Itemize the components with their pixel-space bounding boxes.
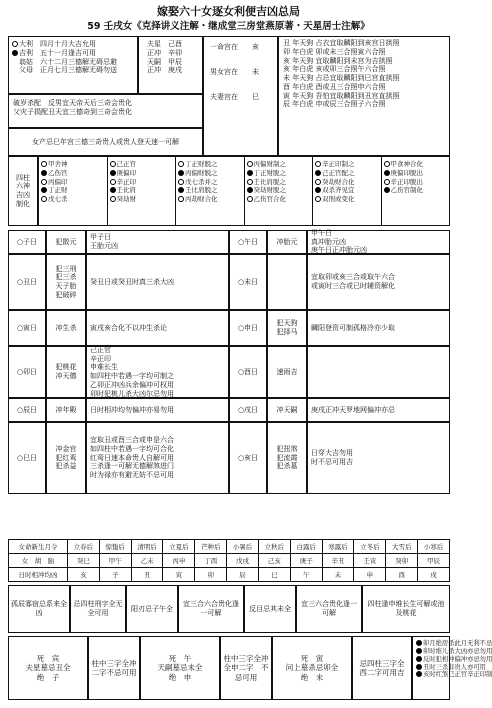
month-cell: 申 [354, 568, 386, 582]
month-cell: 卯 [195, 568, 227, 582]
circle-icon [416, 664, 422, 670]
month-cell: 午 [290, 568, 322, 582]
circle-icon [416, 640, 422, 646]
month-cell: 未 [322, 568, 354, 582]
tiangou-row: 辰 年白虎 申或辰三合照子六合照 [283, 100, 386, 109]
rule-box [8, 585, 70, 633]
bottom-box [140, 636, 220, 700]
month-cell: 癸卯 [386, 554, 418, 568]
hour-name [8, 230, 46, 254]
broken-block [8, 94, 203, 128]
bottom-text: 死 寅 问上墓杀忌卯全 绝 未 [285, 653, 339, 682]
husband-star-block [138, 36, 203, 94]
page-title: 嫁娶六十女逐女利便吉凶总局 [157, 5, 300, 18]
husband-row: 天嗣 甲辰 [147, 57, 182, 66]
pillar-item-text: 双刑或变化 [322, 195, 355, 204]
pillar-item [247, 186, 311, 195]
bottom-text: 忌四柱三字全 西二字可用吉 [359, 658, 412, 677]
broken-line: 破岁杀配 反男宜天帝天后三奇会贵化 [13, 99, 132, 107]
hour-note [267, 422, 307, 494]
circle-icon [315, 179, 321, 185]
hour-note-text: 冲金官 犯红鸾 犯杀益 [55, 444, 77, 471]
month-table [8, 539, 450, 582]
month-cell: 立春后 [68, 540, 100, 554]
final-note-text: 反时犯相冲偏冲亦忌勿用 [423, 655, 492, 663]
hour-note [267, 398, 307, 422]
pillar-item-text: 甲舍神 [48, 160, 68, 168]
hour-note [46, 254, 86, 310]
circle-icon [247, 196, 253, 202]
rule-box [178, 585, 244, 633]
hour-note [267, 230, 307, 254]
bottom-note-text: 女产忌巳年宫三德三奇贵人或贵人登天速一可解 [32, 137, 179, 146]
pillar-item-text: 乙伤官 [48, 168, 68, 177]
palace-row: 夫妻宫在 巳 [210, 93, 259, 101]
hour-name-text: ○午日 [237, 237, 259, 246]
circle-icon [110, 196, 116, 202]
rule-text: 反目忌其未全 [249, 604, 291, 613]
month-cell: 癸巳 [68, 554, 100, 568]
month-cell: 立冬后 [354, 540, 386, 554]
hour-note [46, 346, 86, 398]
hour-desc [86, 310, 229, 346]
month-row [9, 554, 450, 568]
pillar-item [315, 160, 379, 169]
rule-text: 孤辰寡宿总系来全凶 [11, 600, 67, 617]
palace-row: 男女宫在 未 [210, 68, 259, 76]
pillar-item [41, 195, 105, 204]
hour-desc-text: 甲子日 王胎元凶 [90, 233, 118, 250]
pillar-item-text: 丙偏印 [48, 177, 68, 186]
pillar-item-text: 乙伤官合化 [253, 195, 286, 204]
rule-text: 宜三六合贵化逢一可解 [301, 600, 357, 617]
month-cell: 亥 [68, 568, 100, 582]
hour-desc-text: 麟阳登资可制孤格冷亦少取 [311, 323, 395, 332]
circle-icon [110, 161, 116, 167]
hour-note-text: 犯天狗 犯择马 [276, 319, 298, 336]
four-pillars-grid [38, 156, 450, 226]
hour-desc [86, 398, 229, 422]
month-cell: 酉 [386, 568, 418, 582]
month-cell: 立夏后 [163, 540, 195, 554]
rule-text: 阳刃忌子午全 [131, 604, 173, 613]
pillar-item [178, 160, 242, 169]
pillar-item [315, 178, 379, 187]
circle-icon [384, 187, 390, 193]
pillar-item-text: 丁正财脱之 [253, 168, 286, 177]
pillar-item-text: 乙伤官制化 [390, 186, 423, 195]
four-pillars-label-text: 四柱六神吉凶制化 [16, 173, 30, 208]
pillar-item-text: 丁正财脱之 [185, 160, 218, 168]
tiangou-row: 亥 年白虎 亥或卯三合照午六合照 [283, 65, 386, 74]
page-subtitle: 59 壬戌女《克择讲义注解・继成堂三房堂燕原著・天星居士注解》 [87, 21, 370, 32]
circle-icon [110, 187, 116, 193]
circle-icon [384, 179, 390, 185]
final-notes [412, 636, 492, 700]
pillar-item-text: 癸劫财合化 [322, 177, 355, 186]
hour-name-text: ○酉日 [237, 367, 259, 376]
hour-name [229, 310, 267, 346]
circle-icon [41, 170, 47, 176]
hour-note [46, 230, 86, 254]
month-cell: 日时相冲均凶 [9, 568, 68, 582]
month-row [9, 540, 450, 554]
circle-icon [41, 187, 47, 193]
month-cell: 庚子 [290, 554, 322, 568]
tiangou-row: 酉 年白虎 酉或丑三合照申六合照 [283, 82, 386, 91]
hour-note [46, 422, 86, 494]
circle-icon [315, 196, 321, 202]
hour-name [8, 254, 46, 310]
month-cell: 寒露后 [322, 540, 354, 554]
month-cell: 丙申 [163, 554, 195, 568]
circle-icon [247, 170, 253, 176]
hour-note [46, 310, 86, 346]
pillar-item [41, 169, 105, 178]
bottom-note [8, 128, 203, 156]
pillar-item [247, 160, 311, 169]
hour-desc [86, 346, 229, 398]
hour-note-text: 犯散元 [55, 237, 77, 246]
pillar-item-text: 丙劫财合化 [185, 195, 218, 204]
tiangou-row: 卯 年白虎 卯或未三合照寅六合照 [283, 47, 386, 56]
pillar-item [384, 160, 448, 169]
circle-icon [315, 170, 321, 176]
final-note-text: 亥时红煞己正官辛正印制 [423, 671, 492, 679]
hour-desc-text: 宜取丑或酉三合或申是六合 如四柱中若遇一字均可合化 红鸾日速本命贵人自解可用 三杀逢一可解无德解煞进门 时为禄亦有避无妨不忌可用 [90, 436, 174, 480]
hour-desc-text: 甲午日 真冲胎元凶 庚午日正冲胎元凶 [311, 228, 367, 255]
top-left-block [8, 36, 138, 94]
pillar-item-text: 己正官配之 [322, 168, 355, 177]
pillar-item [315, 195, 379, 204]
month-cell: 辰 [227, 568, 259, 582]
rule-box [126, 585, 178, 633]
pillar-group [244, 157, 313, 225]
pillar-item-text: 丙偏财脱之 [185, 168, 218, 177]
month-cell: 戊戌 [227, 554, 259, 568]
hour-desc-text: 癸丑日或癸丑时真三杀大凶 [90, 277, 174, 286]
hour-name-text: ○未日 [237, 277, 259, 286]
pillar-item [315, 169, 379, 178]
pillar-item [178, 178, 242, 187]
month-cell: 巳 [258, 568, 290, 582]
pillar-item-text: 壬比肩 [116, 186, 136, 195]
month-cell: 戌 [418, 568, 450, 582]
tiangou-row: 寅 年天狗 吾怕宜取麟阳到丑宫直拱照 [283, 91, 400, 100]
bottom-text: 死 宾 夫星墓忌丑全 绝 子 [25, 653, 71, 682]
final-note-line [416, 647, 492, 656]
hour-name-text: ○亥日 [237, 453, 259, 462]
pillar-item-text: 癸劫财脱之 [253, 186, 286, 195]
pillar-item [178, 195, 242, 204]
pillar-item [384, 186, 448, 195]
month-cell: 清明后 [131, 540, 163, 554]
month-cell: 甲午 [99, 554, 131, 568]
bottom-box [88, 636, 144, 700]
pillar-item-text: 癸劫财 [116, 195, 136, 204]
month-cell: 寅 [163, 568, 195, 582]
husband-row: 夫星 己酉 [147, 40, 182, 48]
pillar-item [315, 186, 379, 195]
broken-line: 父灾子损配丑天宜三德奇到三奇会贵化 [13, 107, 132, 116]
pillar-group [107, 157, 176, 225]
tiangou-block [278, 36, 450, 156]
circle-icon [247, 179, 253, 185]
month-cell: 丁酉 [195, 554, 227, 568]
hour-name-text: ○丑日 [16, 277, 38, 286]
pillar-item [247, 169, 311, 178]
hour-name [229, 346, 267, 398]
hour-name [229, 254, 267, 310]
hour-note-text: 冲胎元 [276, 237, 298, 246]
hour-note [267, 254, 307, 310]
hour-name [8, 346, 46, 398]
month-cell: 女命新生月令 [9, 540, 68, 554]
circle-icon [178, 179, 184, 185]
final-note-line [416, 671, 492, 679]
month-cell: 乙未 [131, 554, 163, 568]
bottom-box [220, 636, 276, 700]
palace-row: 一命宫在 亥 [210, 43, 259, 51]
pillar-item [178, 169, 242, 178]
pillar-group [39, 157, 107, 225]
bottom-box [352, 636, 412, 700]
month-cell: 惊蛰后 [99, 540, 131, 554]
hour-desc [86, 422, 229, 494]
circle-icon [12, 50, 18, 56]
bottom-box [8, 636, 88, 700]
top-left-row: 父母 正月七月三德解无碍勿送 [19, 66, 117, 75]
pillar-item-text: 甲食神合化 [390, 160, 423, 168]
final-note-text: 卯月绝房杀此月无利不忌 [423, 640, 492, 647]
month-row [9, 568, 450, 582]
top-left-row: 吉利 五十一月逢吉可用 [12, 49, 134, 58]
top-left-row: 大利 四月十月大吉允用 [12, 40, 134, 49]
hour-note [46, 398, 86, 422]
pillar-item-text: 壬比肩脱之 [253, 177, 286, 186]
pillar-item-text: 戊七杀并之 [185, 177, 218, 186]
circle-icon [247, 161, 253, 167]
hour-desc-text: 日穿大吉勿用 时不忌可用吉 [311, 449, 353, 466]
rule-box [244, 585, 296, 633]
hour-name [229, 422, 267, 494]
month-cell: 立秋后 [258, 540, 290, 554]
hour-note-text: 冲天嗣 [276, 405, 298, 414]
pillar-item [110, 160, 174, 169]
hour-name-text: ○戌日 [237, 405, 259, 414]
hour-desc [86, 254, 229, 310]
month-cell: 己亥 [258, 554, 290, 568]
pillar-item-text: 壬比肩脱之 [185, 186, 218, 195]
hour-note [267, 310, 307, 346]
bottom-box [272, 636, 352, 700]
pillar-item-text: 辛正印 [116, 177, 136, 186]
hour-name-text: ○子日 [16, 237, 38, 246]
circle-icon [178, 196, 184, 202]
pillar-item-text: 丁正财 [48, 186, 68, 195]
circle-icon [178, 170, 184, 176]
hour-name-text: ○卯日 [16, 367, 38, 376]
hour-name [229, 230, 267, 254]
tiangou-row: 未 年天狗 占忌宜取麟阳到巳宫直拱照 [283, 74, 400, 82]
hour-name-text: ○辰日 [16, 405, 38, 414]
pillar-item [247, 195, 311, 204]
tiangou-row: 亥 年天狗 宜取麟阳到未宫为吉拱照 [283, 56, 393, 65]
hour-name [8, 398, 46, 422]
hour-note-text: 冲年殿 [55, 405, 77, 414]
final-note-line [416, 655, 492, 664]
circle-icon [416, 648, 422, 654]
four-pillars-label [8, 156, 38, 226]
circle-icon [178, 161, 184, 167]
circle-icon [247, 187, 253, 193]
hour-desc [307, 346, 450, 398]
circle-icon [315, 161, 321, 167]
top-left-row: 翁姑 六十二月三德解无碍忌避 [19, 57, 117, 66]
husband-row: 正冲 庚戌 [147, 66, 182, 75]
hour-desc-text: 宜取卯或亥三合或取午六合 或寅时三合或已时辅资解化 [311, 273, 395, 290]
circle-icon [110, 179, 116, 185]
pillar-group [175, 157, 244, 225]
circle-icon [41, 161, 47, 167]
rule-box [70, 585, 126, 633]
pillar-item [110, 195, 174, 204]
hour-desc [86, 230, 229, 254]
final-note-text: 卯时堆儿杀大凶亦忌勿用 [423, 647, 492, 655]
rule-text: 宜三合六合贵化逢一可解 [183, 600, 239, 617]
pillar-item [110, 186, 174, 195]
pillar-item-text: 辛正印制之 [322, 160, 355, 168]
hour-desc [307, 398, 450, 422]
circle-icon [41, 179, 47, 185]
month-cell: 小暑后 [227, 540, 259, 554]
hour-name-text: ○寅日 [16, 323, 38, 332]
pillar-item [384, 169, 448, 178]
hour-name-text: ○申日 [237, 323, 259, 332]
hour-desc-text: 日时相冲均勿偏冲亦易勿用 [90, 405, 174, 414]
hour-note [267, 346, 307, 398]
hour-desc [307, 310, 450, 346]
palace-block [203, 36, 278, 156]
circle-icon [110, 170, 116, 176]
month-cell: 丑 [131, 568, 163, 582]
hour-name [8, 310, 46, 346]
hour-note-text: 犯三刑 犯三杀 天子胎 犯破碎 [55, 264, 77, 299]
hour-desc [307, 422, 450, 494]
pillar-item-text: 己正官 [116, 160, 136, 168]
pillar-item [110, 169, 174, 178]
pillar-item-text: 庚偏印 [116, 168, 136, 177]
bottom-text: 死 午 天嗣墓忌未全 绝 申 [157, 653, 203, 682]
bottom-text: 柱中三字全冲 全申二字 不忌可用 [223, 653, 276, 682]
month-cell: 子 [99, 568, 131, 582]
hour-name [8, 422, 46, 494]
pillar-item [41, 186, 105, 195]
circle-icon [315, 187, 321, 193]
month-cell: 辛丑 [322, 554, 354, 568]
circle-icon [41, 196, 47, 202]
hour-name-text: ○巳日 [16, 453, 38, 462]
month-cell: 甲辰 [418, 554, 450, 568]
husband-row: 正冲 辛卯 [147, 48, 182, 57]
hour-note-text: 冲生杀 [55, 323, 77, 332]
month-cell: 壬寅 [354, 554, 386, 568]
hour-note-text: 犯桃花 冲天德 [55, 363, 77, 380]
hour-note-text: 速雨吉 [276, 367, 298, 376]
circle-icon [384, 170, 390, 176]
hour-note-text: 犯扭煞 犯流霞 犯杀墓 [276, 444, 298, 471]
circle-icon [384, 161, 390, 167]
month-cell: 女 胡 胎 [9, 554, 68, 568]
hour-name [229, 398, 267, 422]
pillar-group [312, 157, 381, 225]
rule-text: 忌四柱刑字全无全可用 [73, 600, 123, 617]
pillar-item-text: 双杀齐见宜 [322, 186, 355, 195]
pillars-row [39, 157, 449, 225]
hour-desc-text: 庚戌正冲天罗地网偏冲亦忌 [311, 405, 395, 414]
pillar-item [384, 178, 448, 187]
hour-desc [307, 230, 450, 254]
circle-icon [416, 656, 422, 662]
pillar-item-text: 庚偏印脱出 [390, 168, 423, 177]
pillar-item [178, 186, 242, 195]
circle-icon [12, 41, 18, 47]
pillar-item-text: 辛正印脱出 [390, 177, 423, 186]
rule-text: 四柱逢申堆长生可解或池及桃花 [367, 600, 445, 617]
final-note-text: 丑时三杀非贵人亦可用 [423, 663, 486, 671]
pillar-item [247, 178, 311, 187]
pillar-item [110, 178, 174, 187]
rule-box [296, 585, 362, 633]
circle-icon [416, 671, 422, 677]
hour-desc-text: 己正官 辛正印 申难长生 如四柱中若遇一字均可制之 乙卯正冲凶兵余偏冲可权用 卯时犯桃儿杀大凶尔忌勿用 [90, 345, 174, 398]
pillar-item [41, 178, 105, 187]
pillar-item [41, 160, 105, 169]
hour-desc [307, 254, 450, 310]
rule-box [362, 585, 450, 633]
tiangou-row: 丑 年天狗 占衣宜取麟阳到亥宫日拱照 [283, 39, 400, 47]
final-note-line [416, 640, 492, 648]
month-cell: 芒种后 [195, 540, 227, 554]
month-cell: 大雪后 [386, 540, 418, 554]
bottom-text: 柱中三字全冲 二字不忌可用 [91, 658, 144, 677]
pillar-item-text: 丙偏财制之 [253, 160, 286, 168]
month-cell: 小寒后 [418, 540, 450, 554]
pillar-item-text: 戊七杀 [48, 195, 68, 204]
pillar-group [381, 157, 450, 225]
circle-icon [178, 187, 184, 193]
month-cell: 白露后 [290, 540, 322, 554]
hour-desc-text: 寅戌亥合化不以冲生杀论 [90, 323, 167, 332]
